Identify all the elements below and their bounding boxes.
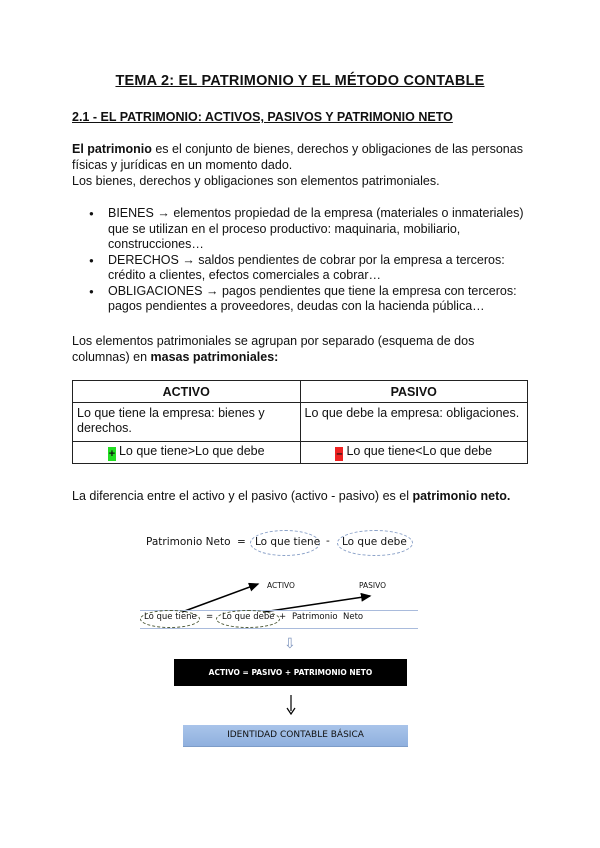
intro-bold-term: El patrimonio bbox=[72, 142, 152, 156]
rearranged-term1: Lo que tiene bbox=[144, 612, 197, 622]
masas-text: Los elementos patrimoniales se agrupan por separado (esquema de dos columnas) en bbox=[72, 334, 475, 364]
formula-term1: Lo que tiene bbox=[255, 536, 321, 548]
arrow-right-icon: → bbox=[205, 283, 219, 298]
bullet-term: BIENES bbox=[108, 206, 154, 220]
formula-term2: Lo que debe bbox=[342, 536, 407, 548]
masas-bold: masas patrimoniales: bbox=[150, 350, 279, 364]
header-pasivo: PASIVO bbox=[300, 381, 528, 403]
intro-line2: físicas y jurídicas en un momento dado. bbox=[72, 158, 293, 172]
bullet-text: elementos propiedad de la empresa (materiales o inmateriales) que se utilizan en el proceso productivo: maquinaria, mobiliario, construcciones… bbox=[108, 206, 524, 251]
arrow-right-icon: → bbox=[182, 252, 195, 267]
formula-equals: = bbox=[237, 536, 246, 548]
difference-text: La diferencia entre el activo y el pasivo (activo - pasivo) es el bbox=[72, 489, 413, 503]
rearranged-equals: = bbox=[206, 612, 214, 622]
plus-icon: + bbox=[108, 448, 116, 460]
arrow-right-icon: → bbox=[157, 206, 170, 220]
difference-bold: patrimonio neto. bbox=[412, 489, 511, 503]
section-heading: 2.1 - EL PATRIMONIO: ACTIVOS, PASIVOS Y PATRIMONIO NETO bbox=[72, 110, 453, 124]
bullet-text: saldos pendientes de cobrar por la empresa a terceros: crédito a clientes, efectos comerciales a cobrar… bbox=[108, 252, 505, 282]
cell-activo-desc: Lo que tiene la empresa: bienes y derechos. bbox=[73, 403, 301, 442]
rearranged-term2: Lo que debe bbox=[222, 612, 275, 622]
formula-left: Patrimonio Neto bbox=[146, 536, 231, 548]
label-pasivo: PASIVO bbox=[359, 581, 387, 590]
minus-icon: – bbox=[336, 448, 343, 460]
label-activo: ACTIVO bbox=[267, 581, 295, 590]
equation-box: ACTIVO = PASIVO + PATRIMONIO NETO bbox=[174, 659, 407, 686]
identity-box: IDENTIDAD CONTABLE BÁSICA bbox=[183, 725, 408, 747]
header-activo: ACTIVO bbox=[73, 381, 301, 403]
sign-text: Lo que tiene>Lo que debe bbox=[118, 444, 265, 458]
document-title: TEMA 2: EL PATRIMONIO Y EL MÉTODO CONTABLE bbox=[115, 73, 485, 89]
bullet-term: DERECHOS bbox=[108, 252, 179, 267]
intro-line1: es el conjunto de bienes, derechos y obligaciones de las personas bbox=[151, 142, 523, 156]
rearranged-plus: + bbox=[279, 612, 287, 622]
intro-line3: Los bienes, derechos y obligaciones son elementos patrimoniales. bbox=[72, 174, 440, 188]
bullet-text: pagos pendientes que tiene la empresa con terceros: pagos pendientes a proveedores, deudas con la hacienda pública… bbox=[108, 283, 517, 313]
rearranged-term3: Patrimonio Neto bbox=[292, 612, 364, 622]
arrow-to-activo-icon bbox=[182, 584, 258, 612]
cell-pasivo-desc: Lo que debe la empresa: obligaciones. bbox=[300, 403, 528, 442]
sign-text: Lo que tiene<Lo que debe bbox=[346, 444, 493, 458]
hollow-down-arrow-icon: ⇩ bbox=[284, 636, 296, 652]
formula-minus: - bbox=[326, 535, 330, 547]
bullet-term: OBLIGACIONES bbox=[108, 283, 203, 298]
